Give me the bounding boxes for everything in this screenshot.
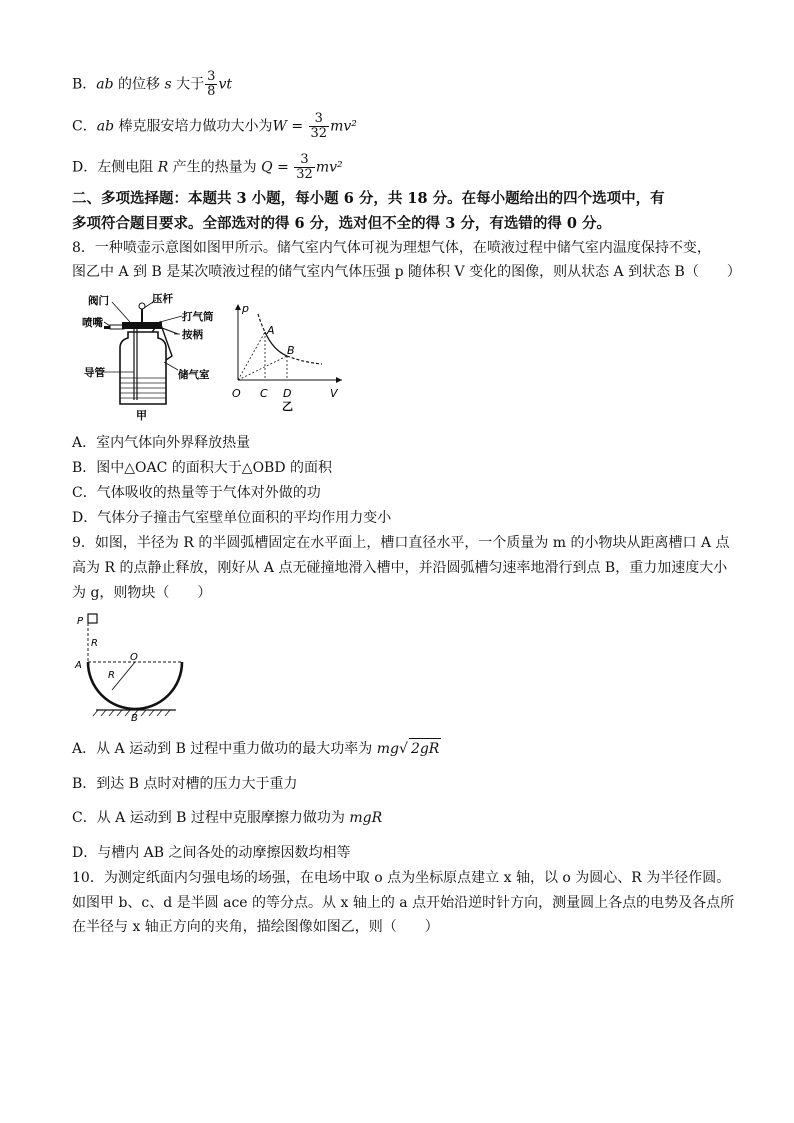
rod-label: 压杆 [152, 293, 173, 305]
label-b: B [131, 713, 138, 724]
half-pipe-figure [72, 610, 202, 724]
v-label: V [330, 387, 338, 400]
isotherm-dashed-end [287, 356, 322, 364]
q9-option-a: A．从 A 运动到 B 过程中重力做功的最大功率为 mg√ 2gR [72, 738, 441, 759]
c-label: C [260, 387, 268, 400]
origin-label: O [232, 387, 241, 400]
q8-option-b: B．图中△OAC 的面积大于△OBD 的面积 [72, 460, 333, 476]
label-o: O [130, 652, 138, 663]
q9-option-d: D．与槽内 AB 之间各处的动摩擦因数均相等 [72, 845, 351, 861]
handle-label: 按柄 [182, 329, 203, 341]
pump-label: 打气筒 [182, 311, 214, 323]
sprayer-figure [82, 292, 232, 424]
q10-stem-line1: 10．为测定纸面内匀强电场的场强，在电场中取 o 点为坐标原点建立 x 轴，以 o 为圆心、R 为半径作圆。 [72, 870, 731, 886]
q9-stem-line2: 高为 R 的点静止释放，刚好从 A 点无碰撞地滑入槽中，并沿圆弧槽匀速率地滑行到点 B，重力加速度大小 [72, 560, 728, 576]
section-heading-line1: 二、多项选择题：本题共 3 小题，每小题 6 分，共 18 分。在每小题给出的四个选项中，有 [72, 190, 665, 207]
label-a: A [75, 660, 82, 671]
q8-stem-line2: 图乙中 A 到 B 是某次喷液过程的储气室内气体压强 p 随体积 V 变化的图像，则从状态 A 到状态 B（ ） [72, 264, 741, 280]
isotherm-dashed-start [258, 314, 265, 332]
chamber-label: 储气室 [178, 369, 210, 381]
nozzle-label: 喷嘴 [82, 317, 103, 329]
q8-option-a: A．室内气体向外界释放热量 [72, 435, 251, 451]
fraction: $\frac{3}{32}$ [296, 152, 313, 182]
q10-stem-line3: 在半径与 x 轴正方向的夹角，描绘图像如图乙，则（ ） [72, 919, 439, 935]
q9-option-c: C．从 A 运动到 B 过程中克服摩擦力做功为 mgR [72, 810, 383, 826]
point-a-label: A [267, 324, 275, 337]
q8-option-c: C．气体吸收的热量等于气体对外做的功 [72, 485, 321, 501]
q8-option-d: D．气体分子撞击气室壁单位面积的平均作用力变小 [72, 510, 392, 526]
valve-bar [122, 322, 162, 329]
caption-jia: 甲 [136, 409, 147, 422]
block [88, 614, 97, 623]
semicircle-groove [88, 662, 182, 709]
q8-stem-line1: 8．一种喷壶示意图如图甲所示。储气室内气体可视为理想气体，在喷液过程中储气室内温度保持不变， [72, 240, 711, 256]
d-label: D [283, 387, 292, 400]
label-r2: R [108, 670, 115, 681]
label-r1: R [91, 638, 98, 649]
section-heading-line2: 多项符合题目要求。全部选对的得 6 分，选对但不全的得 3 分，有选错的得 0 分。 [72, 215, 612, 232]
q7-option-d: D．左侧电阻 R 产生的热量为 Q = $\frac{3}{32}$ mv² [72, 152, 343, 182]
pv-graph [230, 300, 350, 412]
fraction: $\frac{3}{8}$ [207, 69, 216, 99]
point-b-label: B [287, 344, 295, 357]
p-label: p [242, 302, 249, 315]
q10-stem-line2: 如图甲 b、c、d 是半圆 ace 的等分点。从 x 轴上的 a 点开始沿逆时针方向，测量圆上各点的电势及各点所 [72, 895, 735, 911]
label-p: P [77, 616, 84, 627]
q7-option-b: B．ab 的位移 s 大于 $\frac{3}{8}$ vt [72, 69, 232, 99]
tube-label: 导管 [84, 367, 105, 379]
q9-option-b: B．到达 B 点时对槽的压力大于重力 [72, 776, 298, 792]
q7-option-c: C．ab 棒克服安培力做功大小为W = $\frac{3}{32}$ mv² [72, 111, 357, 141]
q9-stem-line3: 为 g，则物块（ ） [72, 585, 212, 601]
q9-stem-line1: 9．如图，半径为 R 的半圆弧槽固定在水平面上，槽口直径水平，一个质量为 m 的小物块从距离槽口 A 点 [72, 535, 730, 551]
valve-label: 阀门 [88, 295, 109, 307]
caption-yi: 乙 [282, 400, 293, 412]
fraction: $\frac{3}{32}$ [310, 111, 328, 141]
